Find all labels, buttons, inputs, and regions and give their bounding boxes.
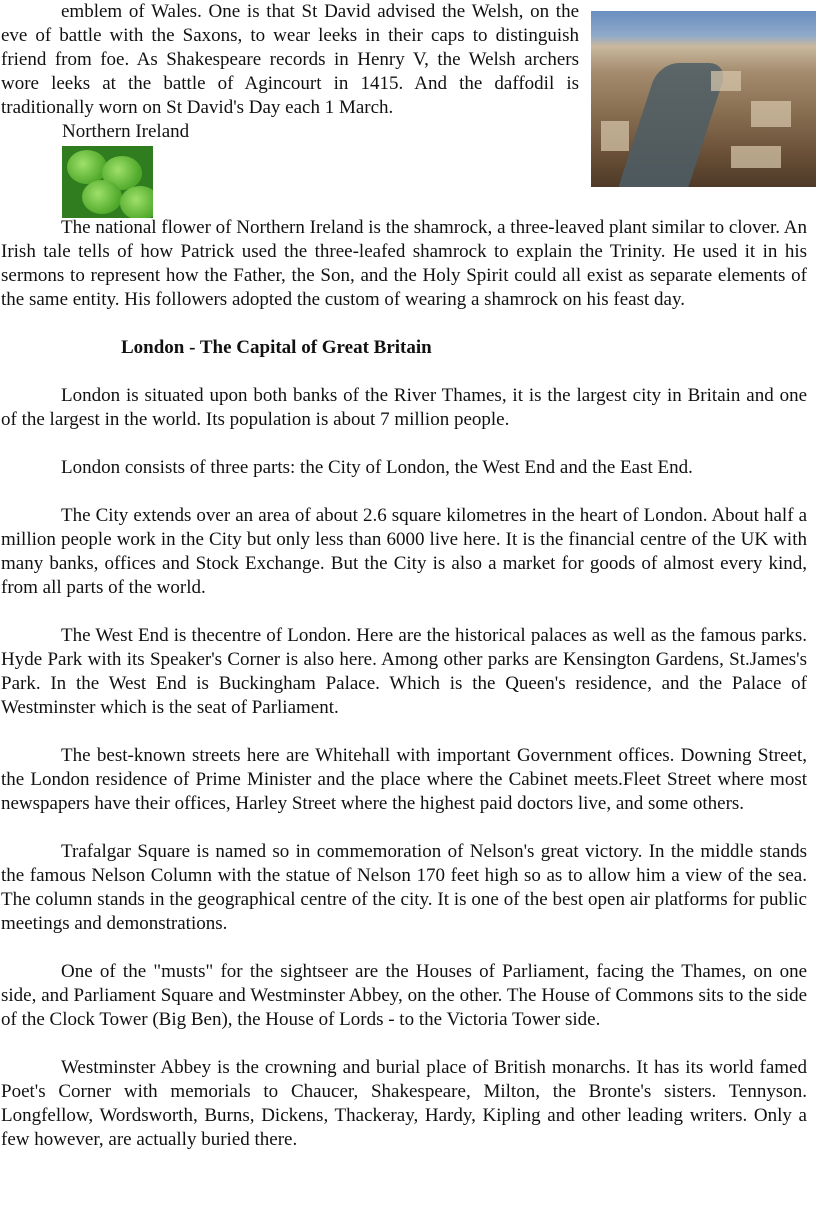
body-paragraph: London is situated upon both banks of the River Thames, it is the largest city in Britain and one of the largest in the world. Its population is about 7 million people. (1, 385, 807, 430)
northern-ireland-subheading: Northern Ireland (62, 121, 190, 142)
shamrock-photo (62, 146, 153, 218)
wales-paragraph: emblem of Wales. One is that St David advised the Welsh, on the eve of battle with the Saxons, to wear leeks in their caps to distinguish friend from foe. As Shakespeare records in Henry V, the Welsh archers wore leeks at the battle of Agincourt in 1415. And the daffodil is traditionally worn on St David's Day each 1 March. (1, 1, 579, 118)
body-paragraph: The best-known streets here are Whitehall with important Government offices. Downing Street, the London residence of Prime Minister and the place where the Cabinet meets.Fleet Street where most newspapers have their offices, Harley Street where the highest paid doctors live, and some others. (1, 745, 807, 814)
main-text (1, 216, 807, 1152)
body-paragraph: Westminster Abbey is the crowning and burial place of British monarchs. It has its world famed Poet's Corner with memorials to Chaucer, Shakespeare, Milton, the Bronte's sisters. Tennyson. Longfellow, Wordsworth, Burns, Dickens, Thackeray, Hardy, Kipling and other leading writers. Only a few however, are actually buried there. (1, 1057, 807, 1150)
building-shape (601, 121, 629, 151)
body-paragraph: Trafalgar Square is named so in commemoration of Nelson's great victory. In the middle stands the famous Nelson Column with the statue of Nelson 170 feet high so as to allow him a view of the sea. The column stands in the geographical centre of the city. It is one of the best open air platforms for public meetings and demonstrations. (1, 841, 807, 934)
body-paragraph: London consists of three parts: the City of London, the West End and the East End. (61, 457, 693, 478)
london-section-title: London - The Capital of Great Britain (121, 337, 432, 358)
leaf-shape (82, 180, 122, 214)
intro-block (1, 0, 807, 218)
body-paragraph: One of the "musts" for the sightseer are the Houses of Parliament, facing the Thames, on one side, and Parliament Square and Westminster Abbey, on the other. The House of Commons sits to the side of the Clock Tower (Big Ben), the House of Lords - to the Victoria Tower side. (1, 961, 807, 1030)
london-aerial-photo (591, 11, 816, 187)
body-paragraph: The West End is thecentre of London. Here are the historical palaces as well as the famous parks. Hyde Park with its Speaker's Corner is also here. Among other parks are Kensington Gardens, St.James's Park. In the West End is Buckingham Palace. Which is the Queen's residence, and the Palace of Westminster which is the seat of Parliament. (1, 625, 807, 718)
building-shape (731, 146, 781, 168)
leaf-shape (67, 150, 107, 184)
body-paragraph: The City extends over an area of about 2.6 square kilometres in the heart of London. About half a million people work in the City but only less than 6000 live here. It is the financial centre of the UK with many banks, offices and Stock Exchange. But the City is also a market for goods of almost every kind, from all parts of the world. (1, 505, 807, 598)
leaf-shape (120, 186, 153, 218)
building-shape (751, 101, 791, 127)
building-shape (711, 71, 741, 91)
shamrock-paragraph: The national flower of Northern Ireland is the shamrock, a three-leaved plant similar to clover. An Irish tale tells of how Patrick used the three-leafed shamrock to explain the Trinity. He used it in his sermons to represent how the Father, the Son, and the Holy Spirit could all exist as separate elements of the same entity. His followers adopted the custom of wearing a shamrock on his feast day. (1, 217, 807, 310)
